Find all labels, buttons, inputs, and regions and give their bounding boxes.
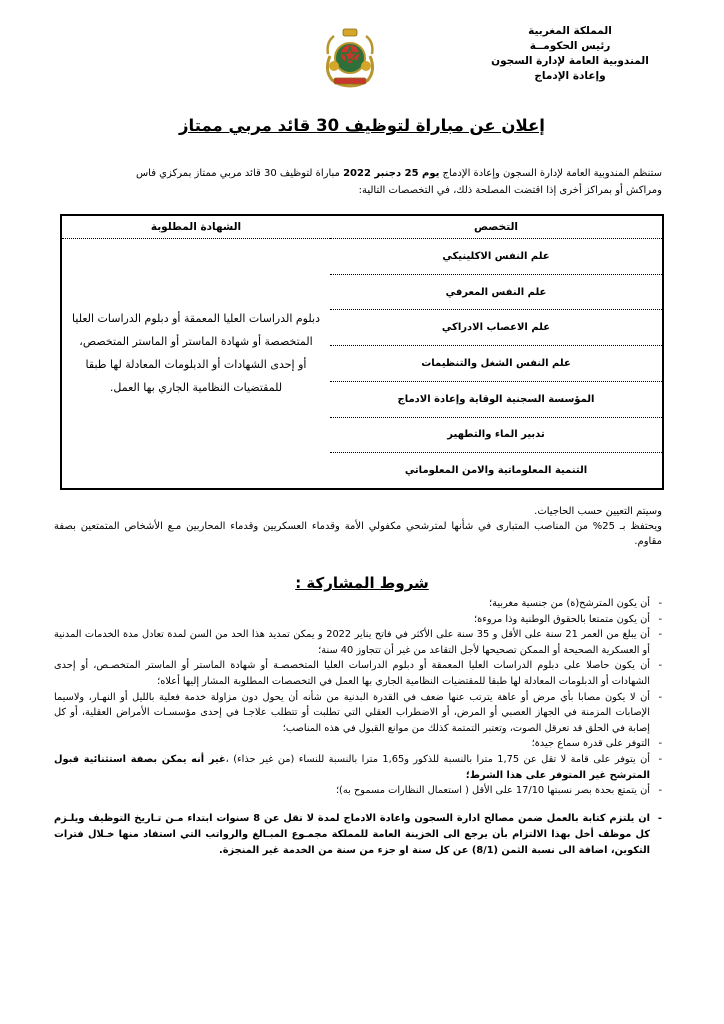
intro-line-1-start: ستنظم المندوبية العامة لإدارة السجون وإعادة الإدماج	[439, 168, 662, 179]
height-exception: غير أنه يمكن بصفة استثنائية قبول المترشح غير المتوفر على هذا الشرط؛	[54, 753, 650, 781]
list-item: - أن يتمتع بحدة بصر نسبتها 17/10 على الأقل ( استعمال النظارات مسموح به)؛	[54, 783, 664, 799]
list-item: - التوفر على قدرة سماع جيدة؛	[54, 736, 664, 752]
certificate-line: دبلوم الدراسات العليا المعمقة أو دبلوم الدراسات العليا	[72, 311, 320, 325]
certificate-line: المتخصصة أو شهادة الماستر أو الماستر المتخصص،	[79, 334, 313, 348]
exam-date: يوم 25 دجنبر 2022	[343, 168, 440, 179]
specialty-cell: علم النفس المعرفي	[330, 274, 663, 310]
list-item: - أن يكون المترشح(ة) من جنسية مغربية؛	[54, 596, 664, 612]
reserved-positions-note: ويحتفظ بـ 25% من المناصب المتبارى في شأنها لمترشحي مكفولي الأمة وقدماء العسكريين وقدماء المحاربين مـع الأشخاص المتمتعين بصفة مقاوم.	[54, 521, 662, 547]
org-line-government: رئيس الحكومــة	[529, 40, 611, 52]
intro-paragraph	[60, 165, 662, 199]
table-row	[61, 239, 663, 275]
certificate-line: للمقتضيات النظامية الجاري بها العمل.	[109, 380, 283, 394]
intro-line-1	[60, 165, 662, 182]
specialty-cell: علم النفس الشغل والتنظيمات	[330, 346, 663, 382]
announcement-title-text: إعلان عن مباراة لتوظيف 30 قائد مربي ممتاز	[179, 116, 545, 135]
moroccan-coat-of-arms-emblem	[322, 26, 378, 90]
height-condition: أن يتوفر على قامة لا تقل عن 1,75 مترا بالنسبة للذكور و1,65 مترا بالنسبة للنساء (من غير حذاء) ،	[225, 753, 650, 765]
list-item: - أن يبلغ من العمر 21 سنة على الأقل و 35 سنة على الأكثر في فاتح يناير 2022 و يمكن تمديد هذا الحد من السن لمدة تعادل مدة الخدمات المدنية أو العسكرية الصحيحة أو الممكن تصحيحها لأجل التقاعد من غير أن تتجاوز 40 سنة؛	[54, 627, 664, 658]
specialty-cell: المؤسسة السجنية الوقاية وإعادة الادماج	[330, 381, 663, 417]
announcement-title	[0, 116, 724, 135]
specialty-column-header: التخصص	[330, 215, 663, 239]
conditions-title	[0, 574, 724, 592]
org-line-delegation: المندوبية العامة لإدارة السجون	[491, 55, 649, 67]
specialties-table	[60, 214, 664, 490]
specialty-cell: التنمية المعلوماتية والامن المعلوماتي	[404, 465, 588, 477]
org-line-reintegration: وإعادة الإدماج	[534, 70, 606, 82]
organization-header	[470, 24, 670, 84]
required-certificate-cell	[61, 239, 330, 490]
commitment-clause: - ان يلتزم كتابة بالعمل ضمن مصالح ادارة السجون واعادة الادماج لمدة لا تقل عن 8 سنوات ابتداء مـن تـاريخ التوظيف ويلـزم كل موظف أخل بهذا الالتزام بأن يرجع الى الخزينة العامة للمملكة مجمـوع المبـالغ والرواتب التي استفاد منها خـلال فترات التكوين، اضافة الى نسبة الثمن (8/1) عن كل سنة او جزء من سنة من الخدمة غير المنجزة.	[54, 811, 664, 859]
specialty-cell: علم النفس الاكلينيكي	[330, 239, 663, 275]
list-item: - أن يكون متمتعا بالحقوق الوطنية وذا مروءة؛	[54, 612, 664, 628]
list-item-height	[54, 752, 664, 783]
list-item: - أن يكون حاصلا على دبلوم الدراسات العليا المعمقة أو دبلوم الدراسات العليا المتخصصـة أو شهادة الماستر أو الماستر المتخصـص، أو إحدى الشهادات أو الدبلومات المعادلة لها طبقا للمقتضيات النظامية الجاري بها العمل في التخصصات المطلوبة المشار إليها أعلاه؛	[54, 658, 664, 689]
list-item: - أن لا يكون مصابا بأي مرض أو عاهة يترتب عنها ضعف في القدرة البدنية من شأنه أن يحول دون مزاولة خدمة فعلية بالليل أو النهـار، ولاسيما الإصابات المزمنة في الجهاز العصبي أو المرض، أو الاضطراب العقلي التي تطلبت أو تتطلب علاجـا في إحدى مؤسسـات الأمراض العقلية، أو كل إصابة في الحلق قد تعرقل الصوت، وتعتبر التمتمة كذلك من موانع القبول في هذه المناصب؛	[54, 690, 664, 737]
specialty-cell: علم الاعصاب الادراكي	[330, 310, 663, 346]
certificate-line: أو إحدى الشهادات أو الدبلومات المعادلة لها طبقا	[85, 357, 307, 371]
table-header-row	[61, 215, 663, 239]
org-line-kingdom: المملكة المغربية	[528, 25, 612, 37]
conditions-list	[54, 596, 664, 859]
intro-line-1-end: مباراة لتوظيف 30 قائد مربي ممتاز بمركزي فاس	[135, 168, 344, 179]
conditions-title-text: شروط المشاركة :	[295, 574, 429, 592]
certificate-column-header: الشهادة المطلوبة	[61, 215, 330, 239]
assignment-note: وسيتم التعيين حسب الحاجيات.	[534, 506, 662, 517]
intro-line-2: ومراكش أو بمراكز أخرى إذا اقتضت المصلحة ذلك، في التخصصات التالية:	[358, 185, 662, 196]
specialty-cell: تدبير الماء والتطهير	[330, 417, 663, 453]
